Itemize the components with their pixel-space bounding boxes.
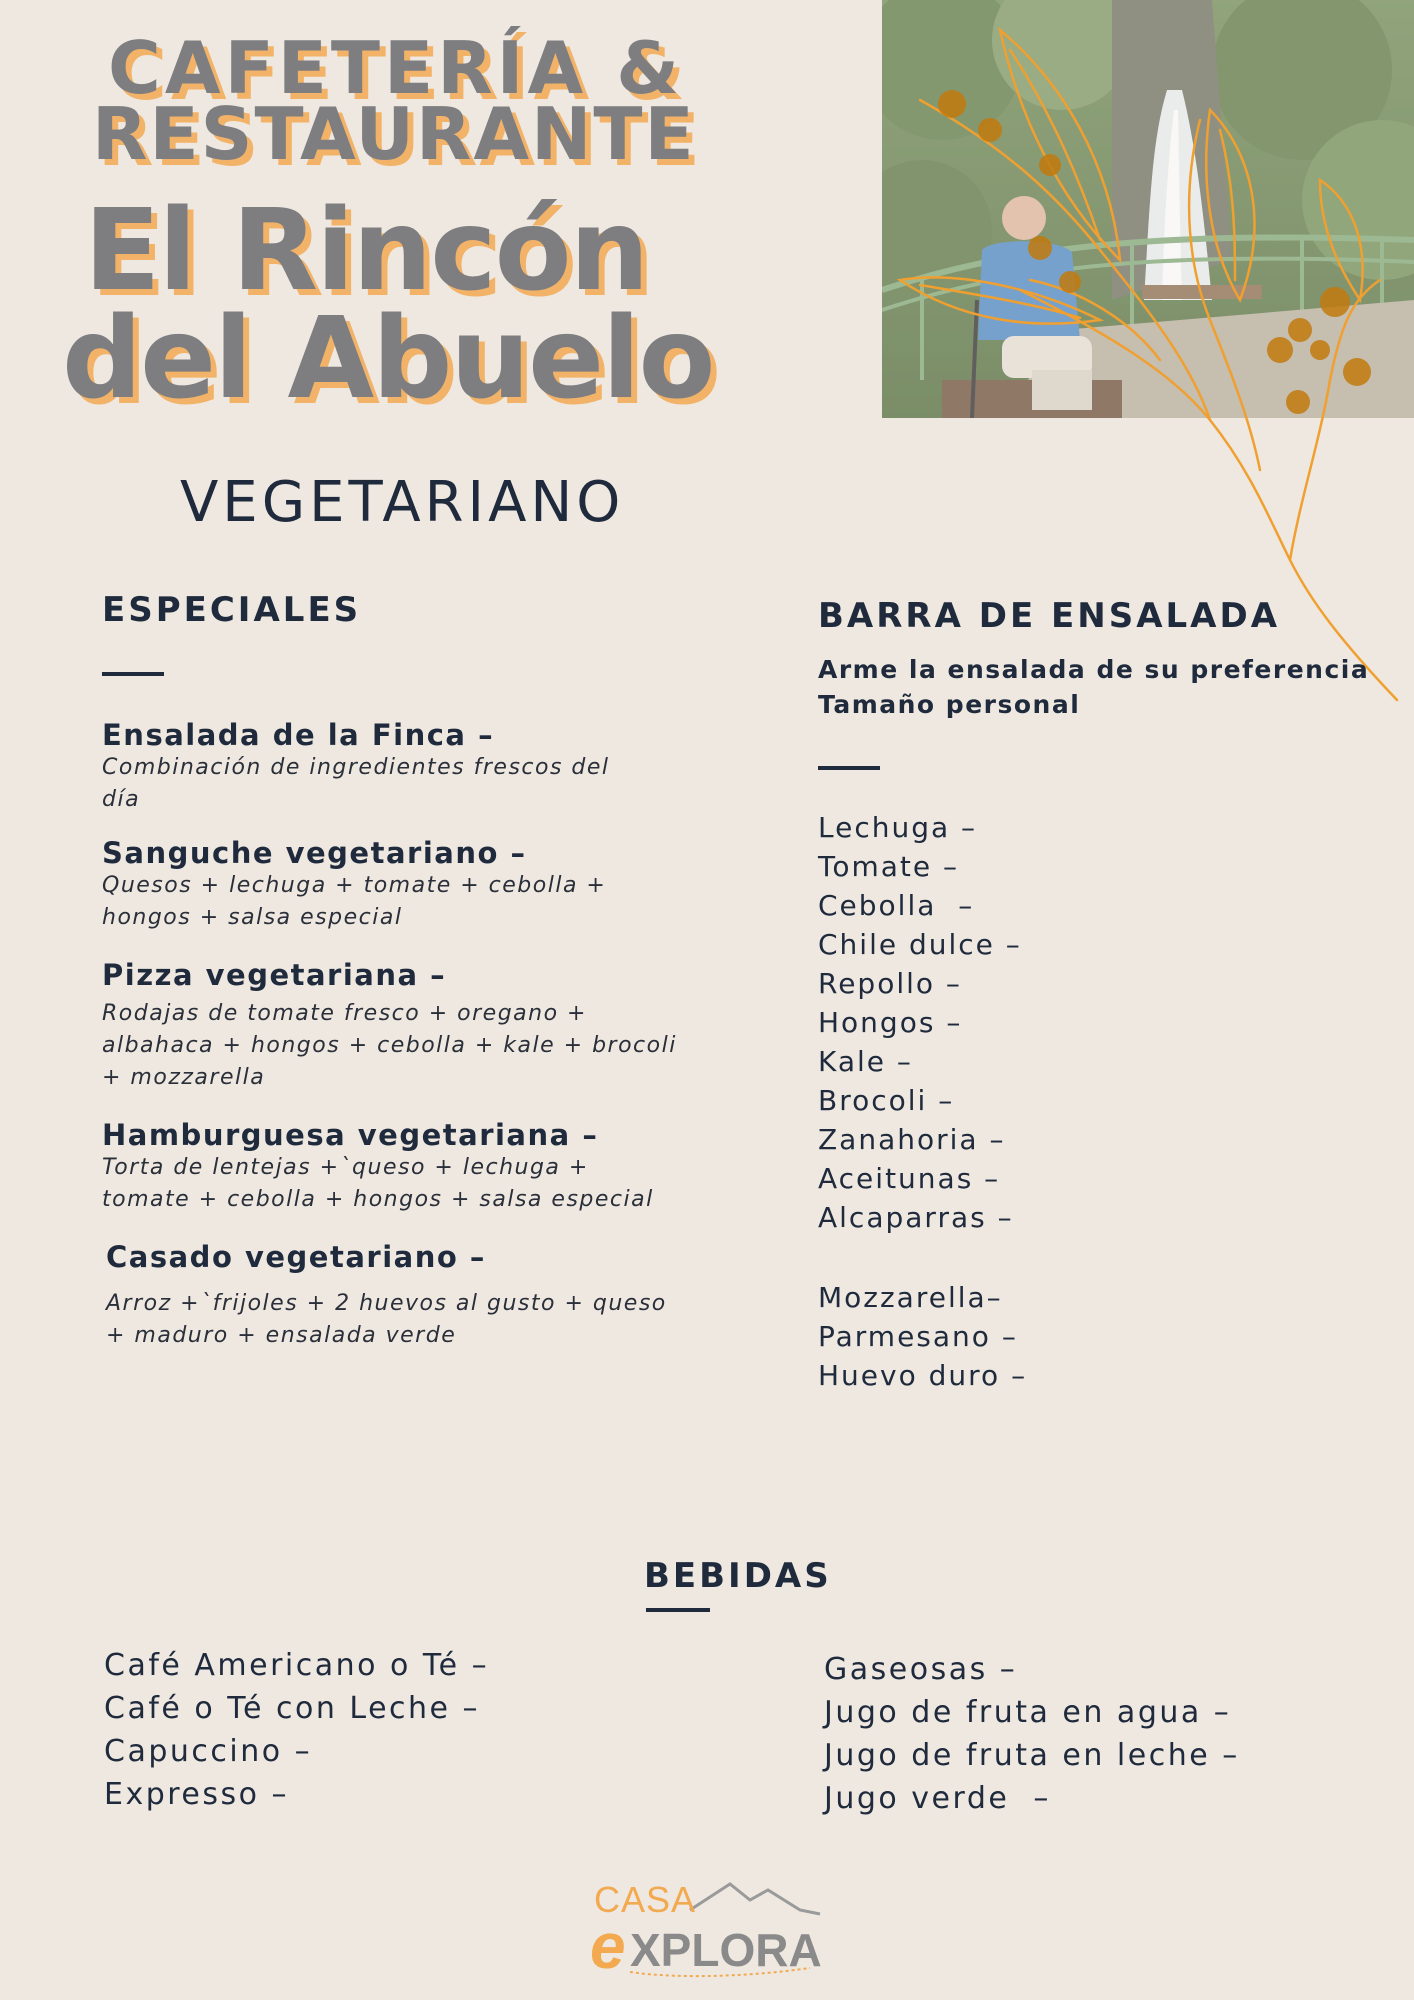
list-item: Aceitunas – [818,1162,1001,1195]
vegetable-list [818,808,1022,1237]
list-item: Parmesano – [818,1320,1018,1353]
item-description: + mozzarella [102,1065,266,1090]
list-item: Tomate – [818,850,960,883]
item-description: día [102,787,141,812]
list-item: Jugo de fruta en leche – [824,1738,1240,1773]
list-item: Café o Té con Leche – [104,1691,481,1726]
list-item: Huevo duro – [818,1359,1028,1392]
logo-xplora-text: XPLORA [630,1924,822,1976]
list-item: Café Americano o Té – [104,1648,490,1683]
item-description: Combinación de ingredientes frescos del [102,755,610,780]
especiales-divider [102,672,164,676]
list-item: Jugo verde – [824,1781,1051,1816]
item-description: Quesos + lechuga + tomate + cebolla + [102,873,607,898]
waterfall-photo [882,0,1414,418]
bebidas-heading: BEBIDAS [644,1556,832,1596]
list-item: Hongos – [818,1006,963,1039]
item-description: Arroz +`frijoles + 2 huevos al gusto + queso [106,1291,667,1316]
item-description: Rodajas de tomate fresco + oregano + [102,1001,587,1026]
item-title: Casado vegetariano – [106,1240,486,1274]
list-item: Gaseosas – [824,1652,1018,1687]
especiales-heading: ESPECIALES [102,590,362,630]
menu-category-title: VEGETARIANO [180,470,625,535]
list-item: Lechuga – [818,811,978,844]
list-item: Brocoli – [818,1084,955,1117]
item-description: hongos + salsa especial [102,905,403,930]
item-title: Sanguche vegetariano – [102,836,527,870]
especiales-item [102,836,702,934]
item-description: albahaca + hongos + cebolla + kale + brocoli [102,1033,677,1058]
especiales-item [102,958,702,1094]
list-item: Jugo de fruta en agua – [824,1695,1232,1730]
drinks-left-list [104,1644,489,1816]
item-description: tomate + cebolla + hongos + salsa especial [102,1187,654,1212]
item-title: Hamburguesa vegetariana – [102,1118,599,1152]
item-title: Ensalada de la Finca – [102,718,495,752]
restaurant-name-line1: El Rincón [84,186,648,316]
barra-size: Tamaño personal [818,690,1081,719]
item-title: Pizza vegetariana – [102,958,447,992]
barra-instruction: Arme la ensalada de su preferencia [818,655,1370,684]
list-item: Mozzarella– [818,1281,1003,1314]
list-item: Kale – [818,1045,913,1078]
especiales-item [106,1240,726,1352]
title-line-restaurante: RESTAURANTE [92,92,696,176]
logo-casa-text: CASA [594,1879,697,1920]
list-item: Alcaparras – [818,1201,1014,1234]
barra-divider [818,766,880,770]
list-item: Repollo – [818,967,962,1000]
item-description: Torta de lentejas +`queso + lechuga + [102,1155,589,1180]
casa-explora-logo [590,1870,830,1980]
extras-list [818,1278,1027,1395]
barra-subheading [818,652,1369,722]
especiales-item [102,1118,722,1216]
restaurant-name-line2: del Abuelo [62,294,714,424]
item-description: + maduro + ensalada verde [106,1323,457,1348]
title-line-cafeteria: CAFETERÍA & [108,26,684,110]
barra-heading: BARRA DE ENSALADA [818,596,1281,636]
list-item: Expresso – [104,1777,290,1812]
especiales-item [102,718,702,816]
list-item: Capuccino – [104,1734,313,1769]
list-item: Chile dulce – [818,928,1022,961]
drinks-right-list [824,1648,1240,1820]
list-item: Cebolla – [818,889,975,922]
list-item: Zanahoria – [818,1123,1006,1156]
bebidas-divider [646,1608,710,1612]
logo-e-letter: e [590,1910,626,1980]
